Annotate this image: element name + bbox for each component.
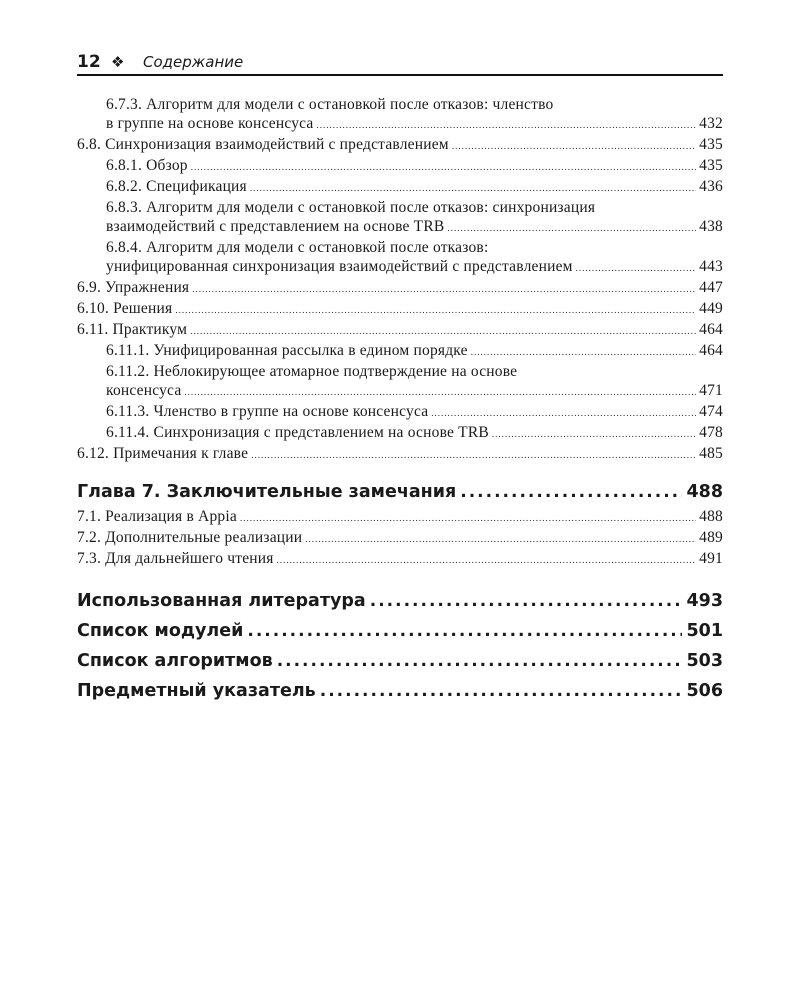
toc-entry[interactable] xyxy=(77,549,723,570)
toc-entry-title: унифицированная синхронизация взаимодействий с представлением xyxy=(106,258,573,275)
toc-entry[interactable] xyxy=(106,341,723,362)
toc-entry-page: 464 xyxy=(699,321,723,338)
dot-leader xyxy=(431,404,696,423)
backmatter-title: Список алгоритмов xyxy=(77,651,273,671)
backmatter-title: Предметный указатель xyxy=(77,681,316,701)
dot-leader xyxy=(320,680,683,702)
toc-entry[interactable] xyxy=(106,362,723,402)
toc-entry-title: 6.8.1. Обзор xyxy=(106,157,188,174)
toc-entry[interactable] xyxy=(77,444,723,465)
dot-leader xyxy=(240,509,696,528)
dot-leader xyxy=(370,590,683,612)
toc-modules-list[interactable] xyxy=(77,620,723,642)
backmatter-title: Список модулей xyxy=(77,621,244,641)
toc-entry-title: 6.11.4. Синхронизация с представлением на основе TRB xyxy=(106,424,489,441)
backmatter-title: Использованная литература xyxy=(77,591,366,611)
dot-leader xyxy=(250,179,696,198)
toc-entry-page: 435 xyxy=(699,136,723,153)
toc-entry-title: 7.1. Реализация в Appia xyxy=(77,508,237,525)
toc-entry-page: 449 xyxy=(699,300,723,317)
page-header xyxy=(77,52,723,76)
dot-leader xyxy=(305,530,696,549)
toc-entry-page: 432 xyxy=(699,115,723,132)
dot-leader xyxy=(447,219,696,238)
toc-entry[interactable] xyxy=(106,402,723,423)
dot-leader xyxy=(492,425,696,444)
toc-entry-title: 6.8.2. Спецификация xyxy=(106,178,247,195)
toc-entry[interactable] xyxy=(77,320,723,341)
toc-entry[interactable] xyxy=(77,135,723,156)
toc-entry[interactable] xyxy=(106,198,723,238)
toc-entry-title: 6.8. Синхронизация взаимодействий с представлением xyxy=(77,136,449,153)
page-number: 12 xyxy=(77,52,101,72)
toc-entry-title: в группе на основе консенсуса xyxy=(106,115,314,132)
toc-entry-title: консенсуса xyxy=(106,382,182,399)
toc-entry-title: 7.2. Дополнительные реализации xyxy=(77,529,303,546)
toc-entry-page: 488 xyxy=(699,508,723,525)
toc-entry-title: 6.11.3. Членство в группе на основе консенсуса xyxy=(106,403,429,420)
toc-entry-title: 6.8.4. Алгоритм для модели с остановкой после отказов: xyxy=(106,239,489,256)
toc-entry-title: 6.8.3. Алгоритм для модели с остановкой после отказов: синхронизация xyxy=(106,199,596,216)
toc-entry[interactable] xyxy=(106,95,723,135)
toc-entry[interactable] xyxy=(106,177,723,198)
toc-algorithms-list[interactable] xyxy=(77,650,723,672)
dot-leader xyxy=(317,116,697,135)
table-of-contents xyxy=(77,95,723,702)
dot-leader xyxy=(191,158,696,177)
toc-entry[interactable] xyxy=(77,528,723,549)
toc-entry-page: 485 xyxy=(699,445,723,462)
dot-leader xyxy=(277,650,683,672)
toc-entry-title: 6.11. Практикум xyxy=(77,321,188,338)
dot-leader xyxy=(277,551,697,570)
toc-entry[interactable] xyxy=(106,238,723,278)
dot-leader xyxy=(192,280,696,299)
backmatter-page: 506 xyxy=(686,681,723,701)
chapter-page: 488 xyxy=(686,482,723,502)
toc-entry-page: 464 xyxy=(699,342,723,359)
dot-leader xyxy=(184,383,696,402)
toc-entry-page: 474 xyxy=(699,403,723,420)
toc-references[interactable] xyxy=(77,590,723,612)
toc-entry-page: 471 xyxy=(699,382,723,399)
toc-entry-title: 6.12. Примечания к главе xyxy=(77,445,249,462)
toc-entry-title: 6.11.2. Неблокирующее атомарное подтверждение на основе xyxy=(106,363,518,380)
backmatter-page: 503 xyxy=(686,651,723,671)
toc-entry-page: 478 xyxy=(699,424,723,441)
dot-leader xyxy=(175,301,696,320)
running-title: Содержание xyxy=(143,53,244,71)
dot-leader xyxy=(576,259,696,278)
toc-chapter-7[interactable] xyxy=(77,481,723,503)
toc-entry-page: 447 xyxy=(699,279,723,296)
toc-entry-title: 7.3. Для дальнейшего чтения xyxy=(77,550,274,567)
toc-entry[interactable] xyxy=(77,299,723,320)
toc-entry-title: 6.10. Решения xyxy=(77,300,173,317)
toc-entry-title: 6.9. Упражнения xyxy=(77,279,190,296)
toc-entry[interactable] xyxy=(77,507,723,528)
toc-entry[interactable] xyxy=(106,423,723,444)
backmatter-page: 493 xyxy=(686,591,723,611)
dot-leader xyxy=(452,137,696,156)
toc-subject-index[interactable] xyxy=(77,680,723,702)
chapter-title: Глава 7. Заключительные замечания xyxy=(77,482,457,502)
dot-leader xyxy=(247,620,682,642)
toc-entry-page: 438 xyxy=(699,218,723,235)
toc-entry-page: 443 xyxy=(699,258,723,275)
toc-entry[interactable] xyxy=(106,156,723,177)
ornament-icon: ❖ xyxy=(111,53,125,71)
dot-leader xyxy=(190,322,696,341)
backmatter-page: 501 xyxy=(686,621,723,641)
dot-leader xyxy=(460,481,682,503)
toc-entry-title: взаимодействий с представлением на основе TRB xyxy=(106,218,445,235)
dot-leader xyxy=(471,343,696,362)
toc-entry-title: 6.7.3. Алгоритм для модели с остановкой после отказов: членство xyxy=(106,96,554,113)
toc-entry-page: 489 xyxy=(699,529,723,546)
toc-entry-title: 6.11.1. Унифицированная рассылка в едином порядке xyxy=(106,342,468,359)
toc-entry-page: 436 xyxy=(699,178,723,195)
dot-leader xyxy=(251,446,696,465)
toc-entry[interactable] xyxy=(77,278,723,299)
toc-entry-page: 435 xyxy=(699,157,723,174)
toc-entry-page: 491 xyxy=(699,550,723,567)
